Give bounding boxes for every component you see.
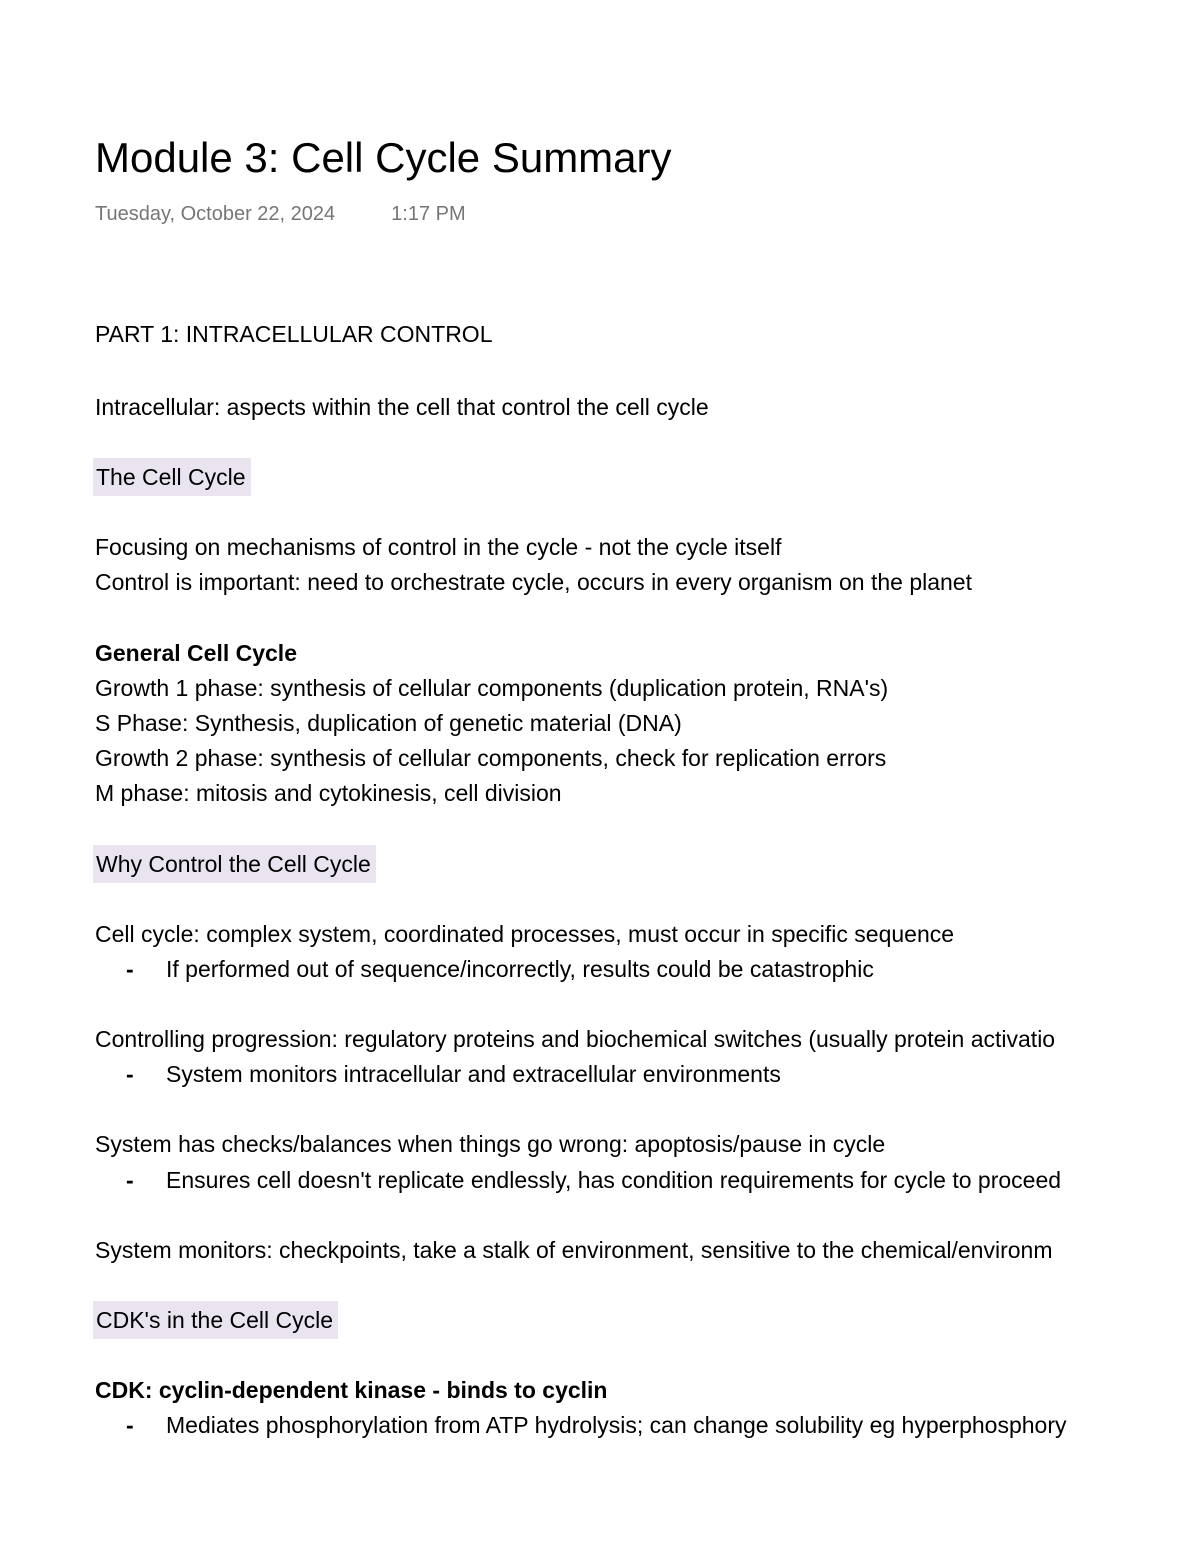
section-heading-cdk: CDK's in the Cell Cycle xyxy=(93,1301,338,1339)
bullet-dash: - xyxy=(126,956,134,982)
bullet-dash: - xyxy=(126,1061,134,1087)
list-item xyxy=(126,1058,781,1090)
list-item xyxy=(126,953,874,985)
control-line: Control is important: need to orchestrate cycle, occurs in every organism on the planet xyxy=(95,569,972,595)
bullet-text: Ensures cell doesn't replicate endlessly, has condition requirements for cycle to proceed xyxy=(166,1167,1062,1193)
focus-line: Focusing on mechanisms of control in the cycle - not the cycle itself xyxy=(95,534,782,560)
bullet-text: Mediates phosphorylation from ATP hydrolysis; can change solubility eg hyperphosphory xyxy=(166,1412,1067,1438)
note-date: Tuesday, October 22, 2024 xyxy=(95,203,336,225)
section-heading-cell-cycle: The Cell Cycle xyxy=(93,458,251,496)
section-heading-why-control: Why Control the Cell Cycle xyxy=(93,845,376,883)
s-phase-line: S Phase: Synthesis, duplication of genetic material (DNA) xyxy=(95,710,682,736)
m-phase-line: M phase: mitosis and cytokinesis, cell division xyxy=(95,780,562,806)
g2-phase-line: Growth 2 phase: synthesis of cellular components, check for replication errors xyxy=(95,745,887,771)
monitors-line: System monitors: checkpoints, take a stalk of environment, sensitive to the chemical/environm xyxy=(95,1237,1053,1263)
checks-line: System has checks/balances when things go wrong: apoptosis/pause in cycle xyxy=(95,1131,886,1157)
intracellular-definition: Intracellular: aspects within the cell that control the cell cycle xyxy=(95,394,709,420)
complex-system-line: Cell cycle: complex system, coordinated processes, must occur in specific sequence xyxy=(95,921,955,947)
list-item xyxy=(126,1164,1061,1196)
cdk-definition: CDK: cyclin-dependent kinase - binds to cyclin xyxy=(95,1377,608,1403)
part1-heading: PART 1: INTRACELLULAR CONTROL xyxy=(95,321,493,347)
g1-phase-line: Growth 1 phase: synthesis of cellular components (duplication protein, RNA's) xyxy=(95,675,889,701)
bullet-text: If performed out of sequence/incorrectly, results could be catastrophic xyxy=(166,956,874,982)
page-title: Module 3: Cell Cycle Summary xyxy=(95,134,672,181)
bullet-dash: - xyxy=(126,1167,134,1193)
note-time: 1:17 PM xyxy=(391,203,466,225)
note-datetime xyxy=(95,200,466,228)
general-cell-cycle-heading: General Cell Cycle xyxy=(95,640,297,666)
list-item xyxy=(126,1409,1066,1441)
progression-line: Controlling progression: regulatory proteins and biochemical switches (usually protein activatio xyxy=(95,1026,1056,1052)
bullet-text: System monitors intracellular and extracellular environments xyxy=(166,1061,781,1087)
bullet-dash: - xyxy=(126,1412,134,1438)
